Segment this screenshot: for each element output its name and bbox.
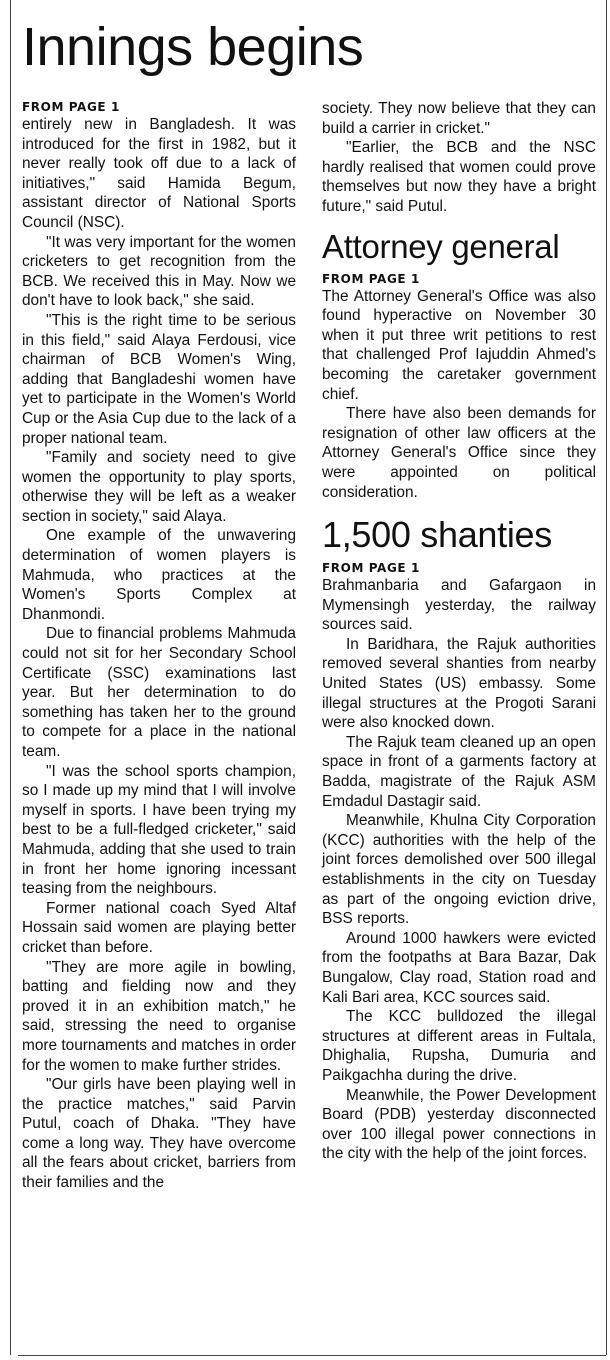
attorney-paragraph: The Attorney General's Office was also found hyperactive on November 30 when it put three writ petitions to rest that challenged Prof Iajuddin Ahmed's becoming the caretaker government chief. xyxy=(322,287,596,403)
shanties-paragraph: Brahmanbaria and Gafargaon in Mymensingh yesterday, the railway sources said. xyxy=(322,577,596,634)
left-paragraph: entirely new in Bangladesh. It was introduced for the first in 1982, but it never really took off due to a lack of initiatives," said Hamida Begum, assistant director of National Sports Council (NSC). xyxy=(22,116,296,231)
left-kicker: FROM PAGE 1 xyxy=(22,100,120,114)
left-paragraph: Due to financial problems Mahmuda could not sit for her Secondary School Certificate (SSC) examinations last year. But her determination to do something has taken her to the ground to compete for a place in the national team. xyxy=(22,625,296,760)
shanties-paragraph: The Rajuk team cleaned up an open space in front of a garments factory at Badda, magistrate of the Rajuk ASM Emdadul Dastagir said. xyxy=(322,733,596,810)
shanties-paragraph: In Baridhara, the Rajuk authorities removed several shanties from nearby United States (US) embassy. Some illegal structures at the Progoti Sarani were also knocked down. xyxy=(322,635,596,732)
attorney-headline: Attorney general xyxy=(322,227,560,265)
shanties-paragraph: Meanwhile, Khulna City Corporation (KCC) authorities with the help of the joint forces demolished over 500 illegal establishments in the city on Tuesday as part of the ongoing eviction drive, BSS reports. xyxy=(322,812,596,928)
bottom-rule xyxy=(18,1355,606,1356)
left-paragraph: "They are more agile in bowling, batting and fielding now and they proved it in an exhibition match," he said, stressing the need to organise more tournaments and matches in order for the women to make further strides. xyxy=(22,958,296,1074)
left-paragraph: "This is the right time to be serious in this field," said Alaya Ferdousi, vice chairman of BCB Women's Wing, adding that Bangladeshi women have yet to participate in the Women's World Cup or the Asia Cup due to the lack of a proper national team. xyxy=(22,311,296,447)
right-column-rule xyxy=(606,0,607,1355)
attorney-kicker: FROM PAGE 1 xyxy=(322,271,420,286)
shanties-headline: 1,500 shanties xyxy=(322,514,552,556)
attorney-paragraph: There have also been demands for resignation of other law officers at the Attorney General's Office since they were appointed on political consideration. xyxy=(322,405,596,501)
left-paragraph: "It was very important for the women cricketers to get recognition from the BCB. We received this in May. Now we don't have to look back," she said. xyxy=(22,233,296,310)
left-paragraph: "Our girls have been playing well in the practice matches," said Parvin Putul, coach of Dhaka. "They have come a long way. They have overcome all the fears about cricket, barriers from their families and the xyxy=(22,1076,296,1192)
left-column-rule xyxy=(10,0,11,1355)
shanties-paragraph: Meanwhile, the Power Development Board (PDB) yesterday disconnected over 100 illegal power connections in the city with the help of the joint forces. xyxy=(322,1086,596,1163)
continuation-paragraph: society. They now believe that they can build a carrier in cricket." xyxy=(322,100,596,137)
left-paragraph: "I was the school sports champion, so I made up my mind that I will involve myself in sports. I have been trying my best to be a full-fledged cricketer," said Mahmuda, adding that she used to train in front her home ignoring incessant teasing from the neighbours. xyxy=(22,762,296,898)
left-column xyxy=(22,99,296,1193)
shanties-kicker: FROM PAGE 1 xyxy=(322,561,420,576)
left-paragraph: One example of the unwavering determination of women players is Mahmuda, who practices at the Women's Sports Complex at Dhanmondi. xyxy=(22,527,296,623)
shanties-paragraph: Around 1000 hawkers were evicted from the footpaths at Bara Bazar, Dak Bungalow, Clay road, Station road and Kali Bari area, KCC sources said. xyxy=(322,929,596,1006)
left-paragraph: Former national coach Syed Altaf Hossain said women are playing better cricket than before. xyxy=(22,899,296,956)
main-headline: Innings begins xyxy=(22,17,364,77)
left-paragraph: "Family and society need to give women the opportunity to play sports, otherwise they will be left as a weaker section in society," said Alaya. xyxy=(22,449,296,525)
shanties-paragraph: The KCC bulldozed the illegal structures at different areas in Fultala, Dhighalia, Rupsha, Dumuria and Paikgachha during the drive. xyxy=(322,1008,596,1084)
right-column xyxy=(322,99,596,1164)
continuation-paragraph: "Earlier, the BCB and the NSC hardly realised that women could prove themselves but now they have a bright future," said Putul. xyxy=(322,139,596,215)
